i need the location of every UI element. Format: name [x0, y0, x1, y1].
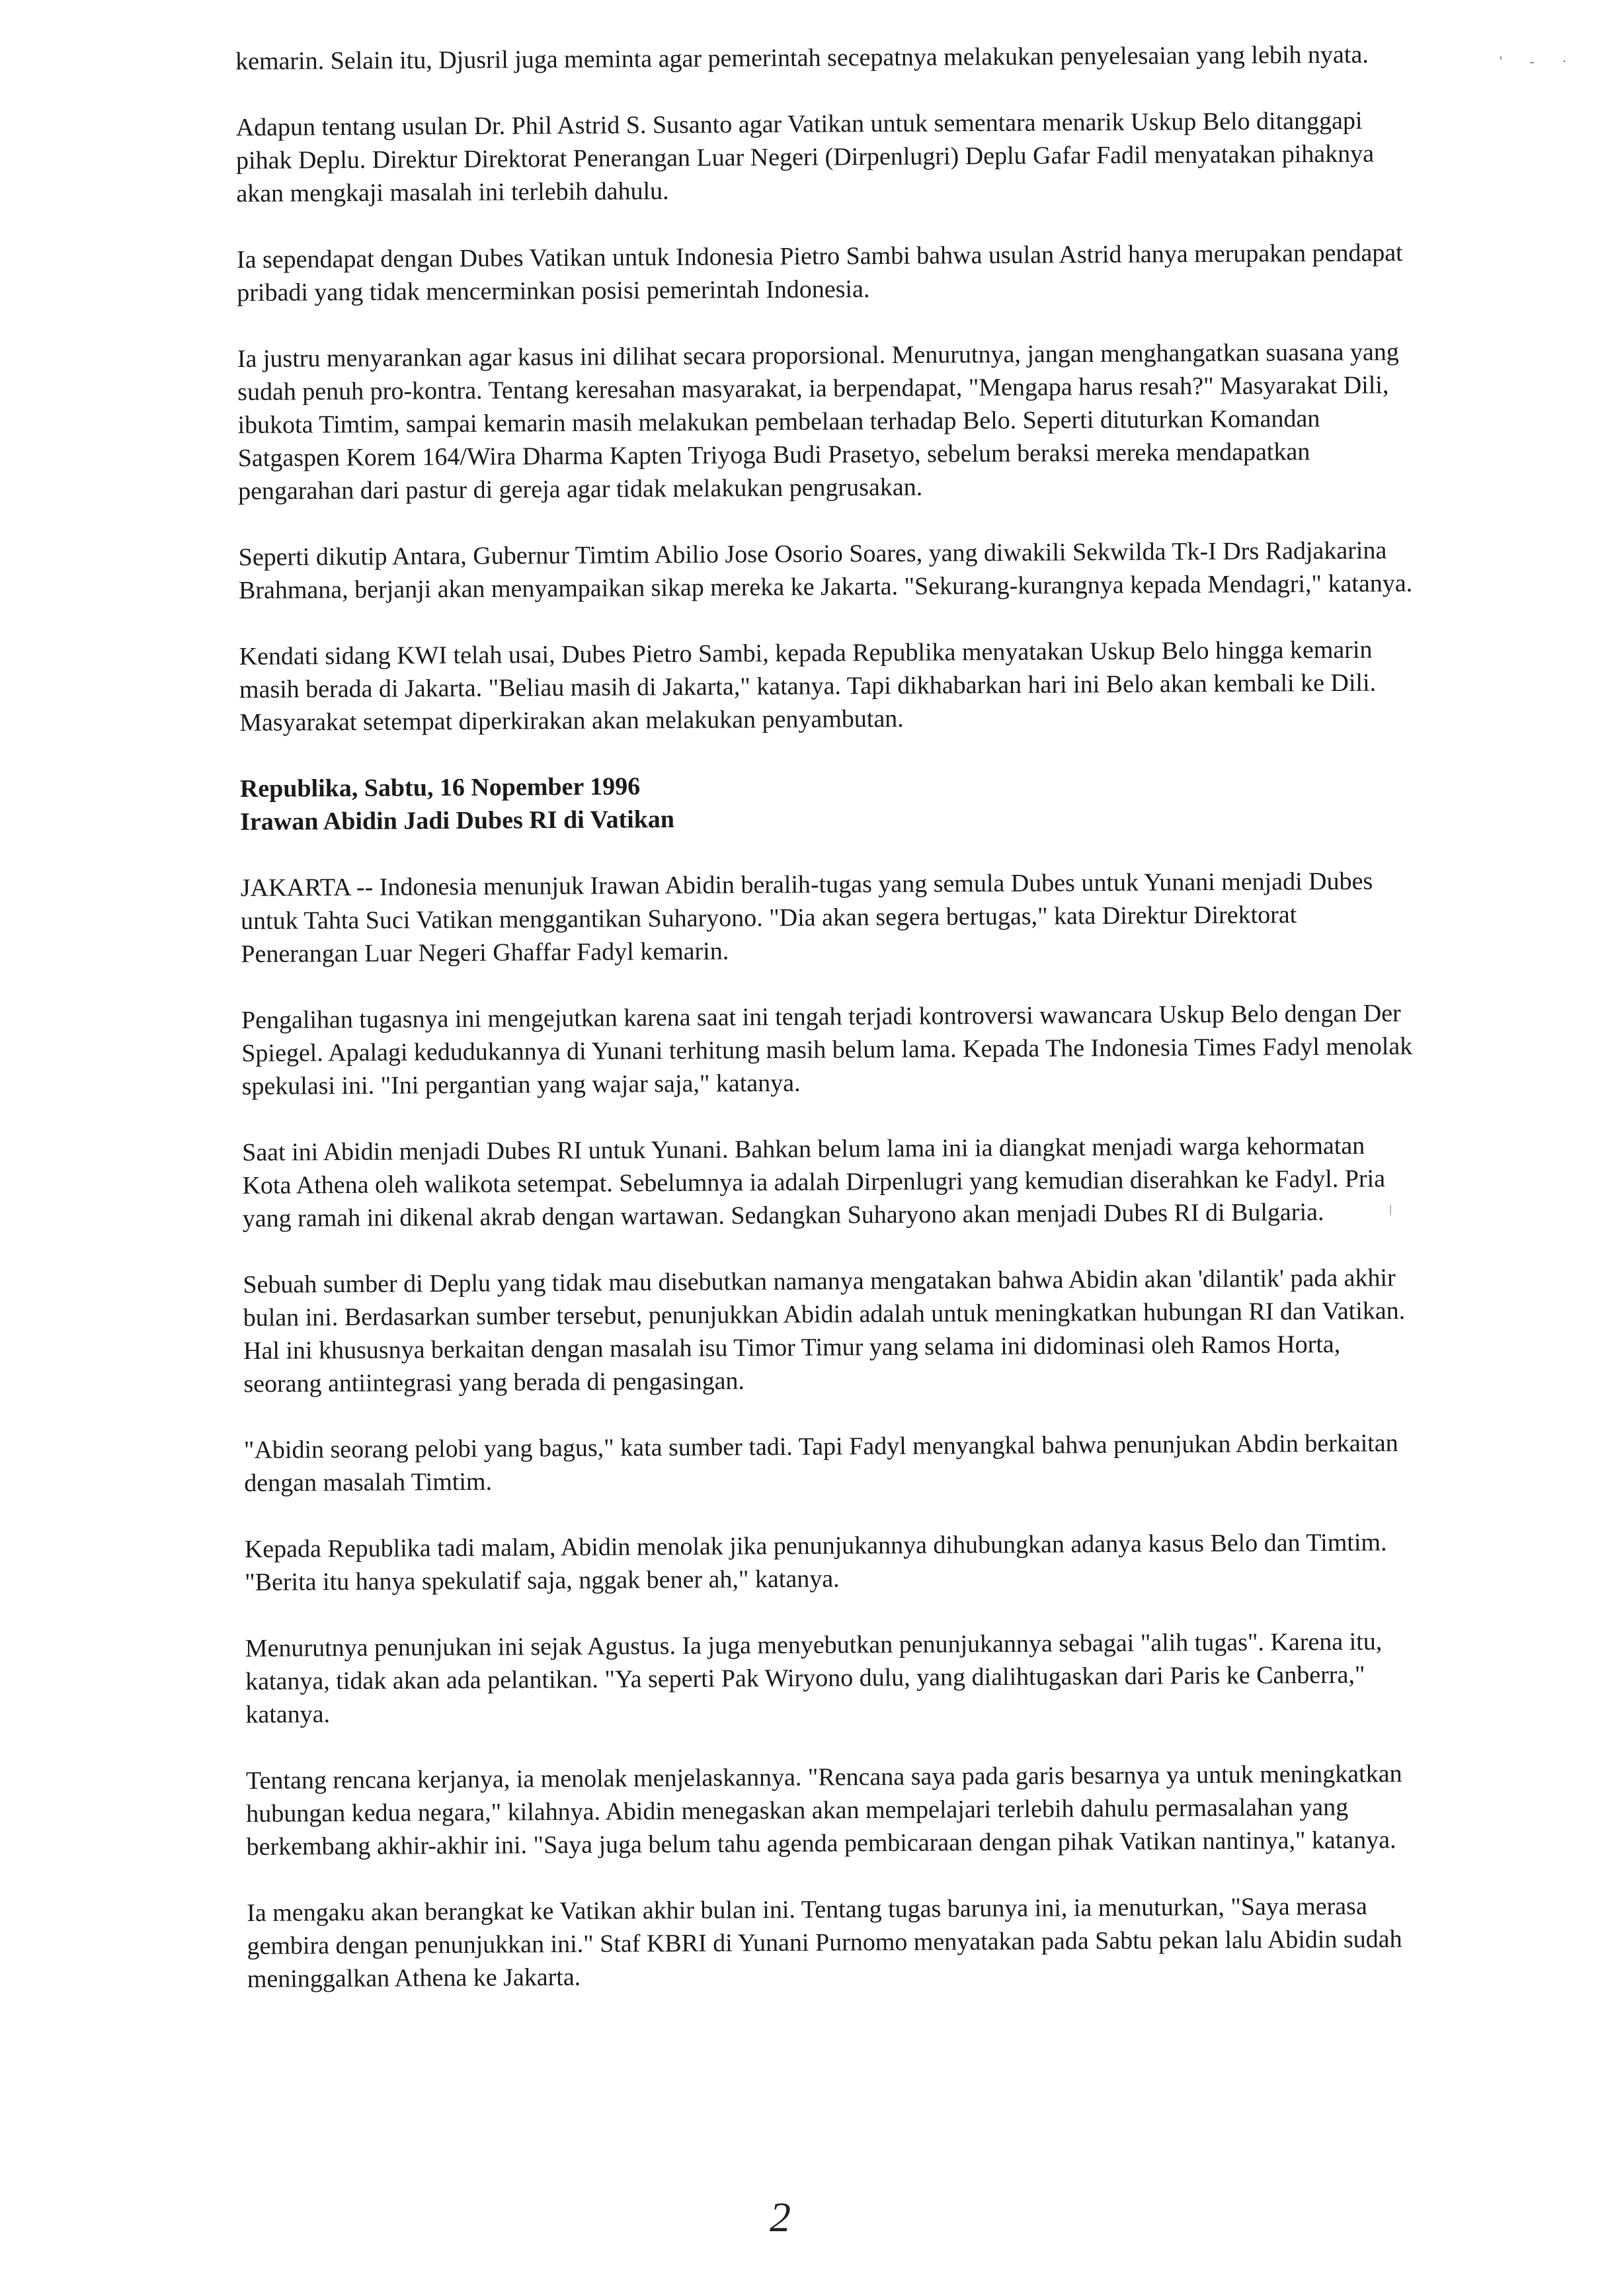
corner-marks: ' - · — [1500, 53, 1579, 69]
paragraph: Adapun tentang usulan Dr. Phil Astrid S. Susanto agar Vatikan untuk sementara menarik Uskup Belo ditanggapi pihak Deplu. Direktur Direktorat Penerangan Luar Negeri (Dirpenlugri) Deplu Gafar Fadil menyatakan pihaknya akan mengkaji masalah ini terlebih dahulu. — [235, 106, 1375, 208]
paragraph: Saat ini Abidin menjadi Dubes RI untuk Yunani. Bahkan belum lama ini ia diangkat menjadi warga kehormatan Kota Athena oleh walikota setempat. Sebelumnya ia adalah Dirpenlugri yang kemudian diserahkan ke Fadyl. Pria yang ramah ini dikenal akrab dengan wartawan. Sedangkan Suharyono akan menjadi Dubes RI di Bulgaria. — [242, 1131, 1386, 1233]
paragraph: Seperti dikutip Antara, Gubernur Timtim Abilio Jose Osorio Soares, yang diwakili Sekwilda Tk-I Drs Radjakarina Brahmana, berjanji akan menyampaikan sikap mereka ke Jakarta. "Sekurang-kurangnya kepada Mendagri," katanya. — [238, 536, 1413, 604]
article-heading — [240, 765, 1418, 839]
paragraph: JAKARTA -- Indonesia menunjuk Irawan Abidin beralih-tugas yang semula Dubes untuk Yunani menjadi Dubes untuk Tahta Suci Vatikan menggantikan Suharyono. "Dia akan segera bertugas," kata Direktur Direktorat Penerangan Luar Negeri Ghaffar Fadyl kemarin. — [240, 867, 1373, 968]
paragraph: Tentang rencana kerjanya, ia menolak menjelaskannya. "Rencana saya pada garis besarnya ya untuk meningkatkan hubungan kedua negara," kilahnya. Abidin menegaskan akan mempelajari terlebih dahulu permasalahan yang berkembang akhir-akhir ini. "Saya juga belum tahu agenda pembicaraan dengan pihak Vatikan nantinya," katanya. — [245, 1760, 1402, 1861]
paragraph: Pengalihan tugasnya ini mengejutkan karena saat ini tengah terjadi kontroversi wawancara Uskup Belo dengan Der Spiegel. Apalagi kedudukannya di Yunani terhitung masih belum lama. Kepada The Indonesia Times Fadyl menolak spekulasi ini. "Ini pergantian yang wajar saja," katanya. — [241, 999, 1413, 1100]
paragraph: "Abidin seorang pelobi yang bagus," kata sumber tadi. Tapi Fadyl menyangkal bahwa penunjukan Abdin berkaitan dengan masalah Timtim. — [243, 1429, 1398, 1497]
paragraph: Menurutnya penunjukan ini sejak Agustus. Ia juga menyebutkan penunjukannya sebagai "alih tugas". Karena itu, katanya, tidak akan ada pelantikan. "Ya seperti Pak Wiryono dulu, yang dialihtugaskan dari Paris ke Canberra," katanya. — [245, 1627, 1383, 1729]
paragraph: kemarin. Selain itu, Djusril juga meminta agar pemerintah secepatnya melakukan penyelesaian yang lebih nyata. — [235, 40, 1369, 75]
paragraph: Kendati sidang KWI telah usai, Dubes Pietro Sambi, kepada Republika menyatakan Uskup Belo hingga kemarin masih berada di Jakarta. "Beliau masih di Jakarta," katanya. Tapi dikhabarkan hari ini Belo akan kembali ke Dili. Masyarakat setempat diperkirakan akan melakukan penyambutan. — [239, 636, 1377, 737]
scan-speck — [1390, 1205, 1391, 1215]
handwritten-page-number: 2 — [770, 2194, 791, 2240]
article-source: Republika, Sabtu, 16 Nopember 1996 — [239, 772, 641, 803]
paragraph: Kepada Republika tadi malam, Abidin menolak jika penunjukannya dihubungkan adanya kasus Belo dan Timtim. "Berita itu hanya spekulatif saja, nggak bener ah," katanya. — [244, 1528, 1387, 1596]
article-text-column — [235, 38, 1424, 2029]
paragraph: Ia sependapat dengan Dubes Vatikan untuk Indonesia Pietro Sambi bahwa usulan Astrid hanya merupakan pendapat pribadi yang tidak mencerminkan posisi pemerintah Indonesia. — [236, 239, 1403, 307]
paragraph: Ia justru menyarankan agar kasus ini dilihat secara proporsional. Menurutnya, jangan menghangatkan suasana yang sudah penuh pro-kontra. Tentang keresahan masyarakat, ia berpendapat, "Mengapa harus resah?" Masyarakat Dili, ibukota Timtim, sampai kemarin masih melakukan pembelaan terhadap Belo. Seperti dituturkan Komandan Satgaspen Korem 164/Wira Dharma Kapten Triyoga Budi Prasetyo, sebelum beraksi mereka mendapatkan pengarahan dari pastur di gereja agar tidak melakukan pengrusakan. — [237, 338, 1399, 505]
paragraph: Sebuah sumber di Deplu yang tidak mau disebutkan namanya mengatakan bahwa Abidin akan 'dilantik' pada akhir bulan ini. Berdasarkan sumber tersebut, penunjukkan Abidin adalah untuk meningkatkan hubungan RI dan Vatikan. Hal ini khususnya berkaitan dengan masalah isu Timor Timur yang selama ini didominasi oleh Ramos Horta, seorang antiintegrasi yang berada di pengasingan. — [243, 1264, 1406, 1398]
paragraph: Ia mengaku akan berangkat ke Vatikan akhir bulan ini. Tentang tugas barunya ini, ia menuturkan, "Saya merasa gembira dengan penunjukkan ini." Staf KBRI di Yunani Purnomo menyatakan pada Sabtu pekan lalu Abidin sudah meninggalkan Athena ke Jakarta. — [247, 1892, 1402, 1993]
article-title: Irawan Abidin Jadi Dubes RI di Vatikan — [240, 805, 675, 836]
